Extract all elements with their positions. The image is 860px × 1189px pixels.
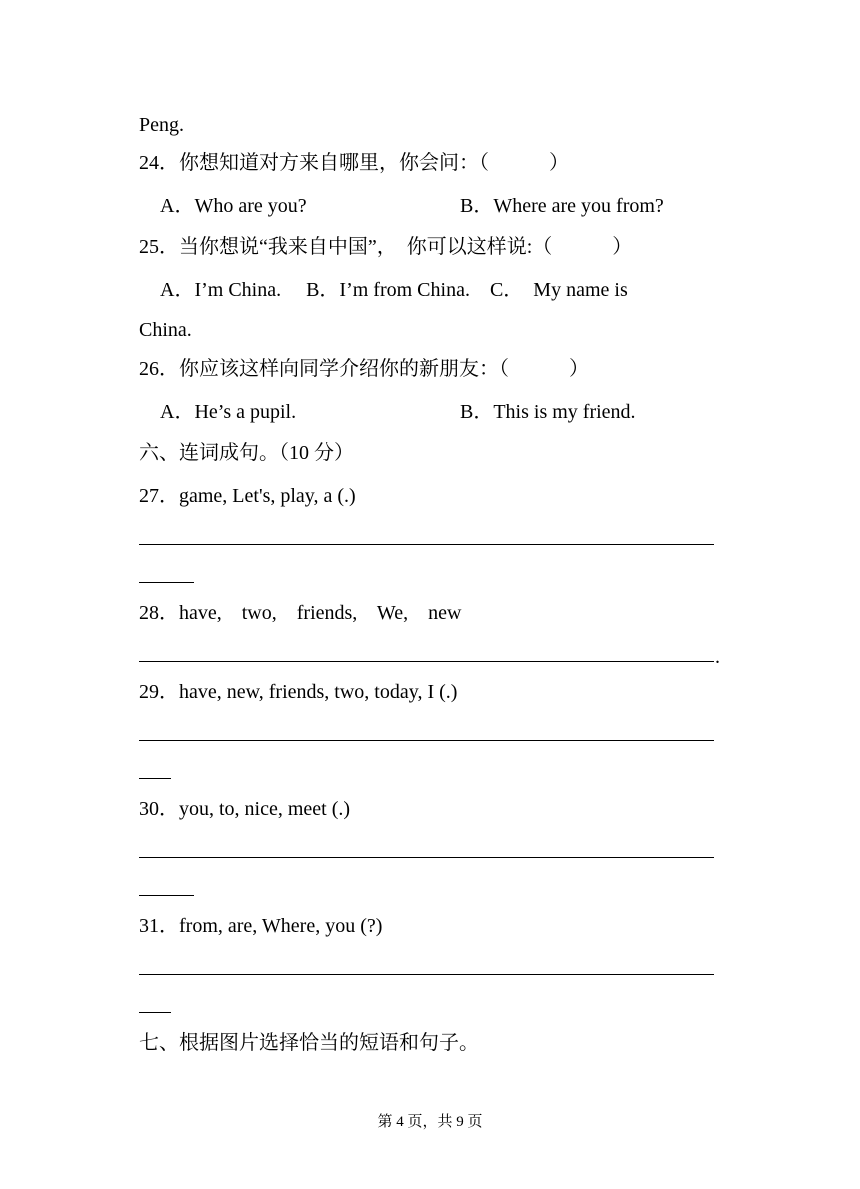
q24-option-b: B．Where are you from? [460, 195, 664, 217]
question-26: 26．你应该这样向同学介绍你的新朋友：（ ） [139, 358, 589, 380]
question-29: 29．have, new, friends, two, today, I (.) [139, 681, 458, 703]
q25-options-continuation: China. [139, 319, 192, 341]
answer-line-period: . [715, 646, 720, 668]
page-footer: 第 4 页，共 9 页 [377, 1114, 483, 1130]
answer-line [139, 974, 714, 975]
q26-option-a: A．He’s a pupil. [160, 401, 297, 423]
answer-line [139, 857, 714, 858]
answer-line-continuation [139, 1012, 171, 1013]
q24-option-a: A．Who are you? [160, 195, 307, 217]
question-31: 31．from, are, Where, you (?) [139, 915, 383, 937]
section-7-heading: 七、根据图片选择恰当的短语和句子。 [139, 1032, 479, 1054]
question-25: 25．当你想说“我来自中国”， 你可以这样说:（ ） [139, 236, 633, 258]
section-6-heading: 六、连词成句。（10 分） [139, 442, 354, 464]
question-27: 27．game, Let's, play, a (.) [139, 485, 356, 507]
question-30: 30．you, to, nice, meet (.) [139, 798, 351, 820]
answer-line-continuation [139, 778, 171, 779]
answer-line [139, 740, 714, 741]
answer-line [139, 661, 714, 662]
answer-line-continuation [139, 582, 194, 583]
q25-options: A．I’m China. B．I’m from China. C． My name is [160, 279, 628, 301]
answer-line [139, 544, 714, 545]
q26-option-b: B．This is my friend. [460, 401, 636, 423]
answer-line-continuation [139, 895, 194, 896]
continuation-text: Peng. [139, 114, 184, 136]
question-24: 24．你想知道对方来自哪里，你会问：（ ） [139, 152, 569, 174]
question-28: 28．have, two, friends, We, new [139, 602, 462, 624]
